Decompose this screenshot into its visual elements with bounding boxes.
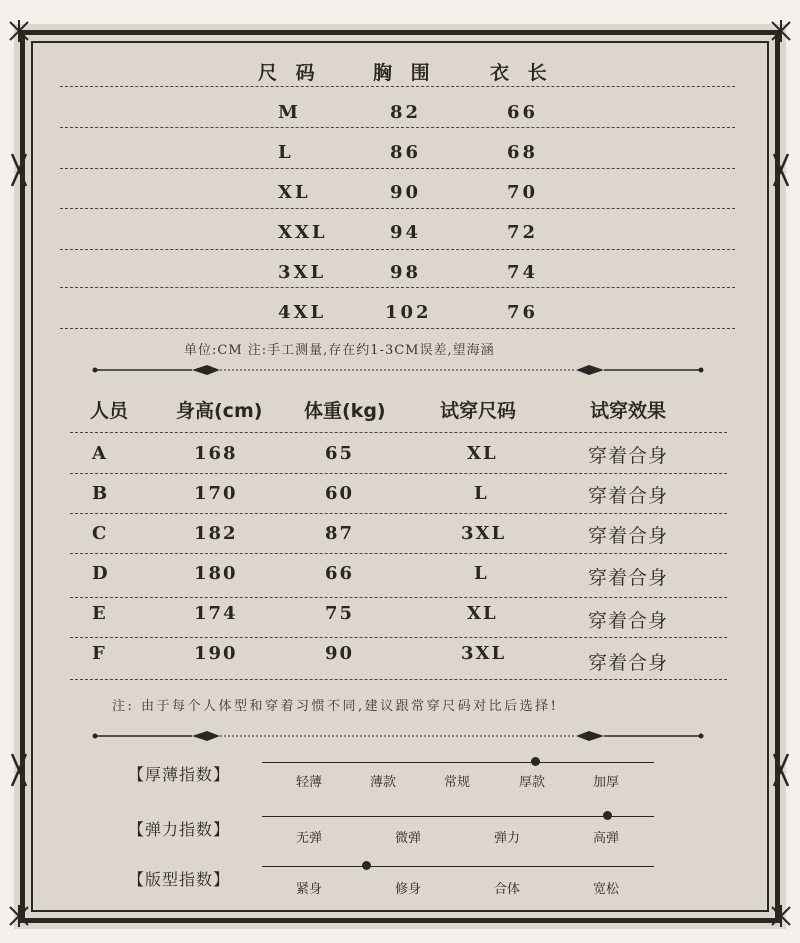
side-ornament-icon	[10, 750, 28, 790]
row-divider	[70, 432, 727, 433]
person-cell: A	[92, 443, 108, 464]
length-cell: 72	[507, 222, 539, 243]
side-ornament-icon	[772, 750, 790, 790]
weight-cell: 65	[325, 443, 355, 464]
fit-header-height: 身高(cm)	[176, 400, 263, 422]
elasticity-option: 微弹	[395, 831, 422, 846]
measurement-note: 单位:CM 注:手工测量,存在约1-3CM误差,望海涵	[184, 343, 495, 358]
row-divider	[60, 328, 735, 329]
fit-header-person: 人员	[90, 400, 129, 422]
height-cell: 190	[194, 643, 238, 664]
row-divider	[60, 249, 735, 250]
thickness-option: 薄款	[370, 775, 397, 790]
weight-cell: 60	[325, 483, 355, 504]
side-ornament-icon	[10, 150, 28, 190]
row-divider	[70, 513, 727, 514]
height-cell: 168	[194, 443, 238, 464]
thickness-option: 轻薄	[296, 775, 323, 790]
row-divider	[70, 637, 727, 638]
weight-cell: 87	[325, 523, 355, 544]
trial-size-cell: 3XL	[461, 523, 507, 544]
fit-type-label: 【版型指数】	[128, 870, 231, 889]
length-cell: 74	[507, 262, 539, 283]
fit-type-option: 宽松	[593, 882, 620, 897]
person-cell: B	[92, 483, 110, 504]
elasticity-label: 【弹力指数】	[128, 820, 231, 839]
elasticity-option: 高弹	[593, 831, 620, 846]
fit-effect-cell: 穿着合身	[588, 445, 669, 467]
height-cell: 170	[194, 483, 238, 504]
trial-size-cell: L	[474, 563, 489, 584]
height-cell: 174	[194, 603, 238, 624]
fit-header-effect: 试穿效果	[590, 400, 667, 422]
fit-effect-cell: 穿着合身	[588, 485, 669, 507]
height-cell: 180	[194, 563, 238, 584]
fit-effect-cell: 穿着合身	[588, 525, 669, 547]
thickness-option: 常规	[444, 775, 471, 790]
fit-type-option: 修身	[395, 882, 422, 897]
height-cell: 182	[194, 523, 238, 544]
fit-note: 注: 由于每个人体型和穿着习惯不同,建议跟常穿尺码对比后选择!	[112, 699, 559, 714]
weight-cell: 66	[325, 563, 355, 584]
chest-cell: 94	[390, 222, 422, 243]
chest-cell: 98	[390, 262, 422, 283]
corner-ornament-icon	[8, 20, 30, 42]
person-cell: E	[92, 603, 108, 624]
person-cell: D	[92, 563, 110, 584]
size-cell: M	[278, 102, 301, 123]
person-cell: C	[92, 523, 109, 544]
person-cell: F	[92, 643, 107, 664]
corner-ornament-icon	[770, 905, 792, 927]
trial-size-cell: L	[474, 483, 489, 504]
thickness-selected-dot	[531, 757, 540, 766]
weight-cell: 90	[325, 643, 355, 664]
elasticity-option: 弹力	[494, 831, 521, 846]
row-divider	[60, 287, 735, 288]
elasticity-option: 无弹	[296, 831, 323, 846]
chest-cell: 90	[390, 182, 422, 203]
weight-cell: 75	[325, 603, 355, 624]
fit-effect-cell: 穿着合身	[588, 567, 669, 589]
fit-type-selected-dot	[362, 861, 371, 870]
corner-ornament-icon	[770, 20, 792, 42]
fit-header-weight: 体重(kg)	[304, 400, 386, 422]
trial-size-cell: XL	[467, 603, 498, 624]
length-cell: 70	[507, 182, 539, 203]
chest-cell: 86	[390, 142, 422, 163]
fit-effect-cell: 穿着合身	[588, 652, 669, 674]
row-divider	[60, 127, 735, 128]
elasticity-selected-dot	[603, 811, 612, 820]
ornament-divider	[92, 363, 704, 377]
size-cell: XXL	[278, 222, 328, 243]
thickness-scale-line	[262, 762, 654, 763]
size-cell: L	[278, 142, 294, 163]
row-divider	[70, 679, 727, 680]
row-divider	[60, 86, 735, 87]
side-ornament-icon	[772, 150, 790, 190]
elasticity-scale-line	[262, 816, 654, 817]
thickness-label: 【厚薄指数】	[128, 765, 231, 784]
size-header-length: 衣 长	[490, 62, 553, 84]
row-divider	[70, 473, 727, 474]
chest-cell: 82	[390, 102, 422, 123]
fit-type-scale-line	[262, 866, 654, 867]
size-cell: 4XL	[278, 302, 327, 323]
thickness-option: 厚款	[519, 775, 546, 790]
fit-header-size: 试穿尺码	[440, 400, 517, 422]
fit-type-option: 合体	[494, 882, 521, 897]
size-cell: XL	[278, 182, 311, 203]
size-header-size: 尺 码	[258, 62, 321, 84]
fit-effect-cell: 穿着合身	[588, 610, 669, 632]
corner-ornament-icon	[8, 905, 30, 927]
length-cell: 76	[507, 302, 539, 323]
size-cell: 3XL	[278, 262, 327, 283]
fit-type-option: 紧身	[296, 882, 323, 897]
row-divider	[70, 553, 727, 554]
trial-size-cell: 3XL	[461, 643, 507, 664]
size-header-chest: 胸 围	[373, 62, 436, 84]
thickness-option: 加厚	[593, 775, 620, 790]
row-divider	[60, 168, 735, 169]
length-cell: 68	[507, 142, 539, 163]
ornament-divider	[92, 729, 704, 743]
row-divider	[60, 208, 735, 209]
chest-cell: 102	[385, 302, 432, 323]
trial-size-cell: XL	[467, 443, 498, 464]
row-divider	[70, 597, 727, 598]
length-cell: 66	[507, 102, 539, 123]
